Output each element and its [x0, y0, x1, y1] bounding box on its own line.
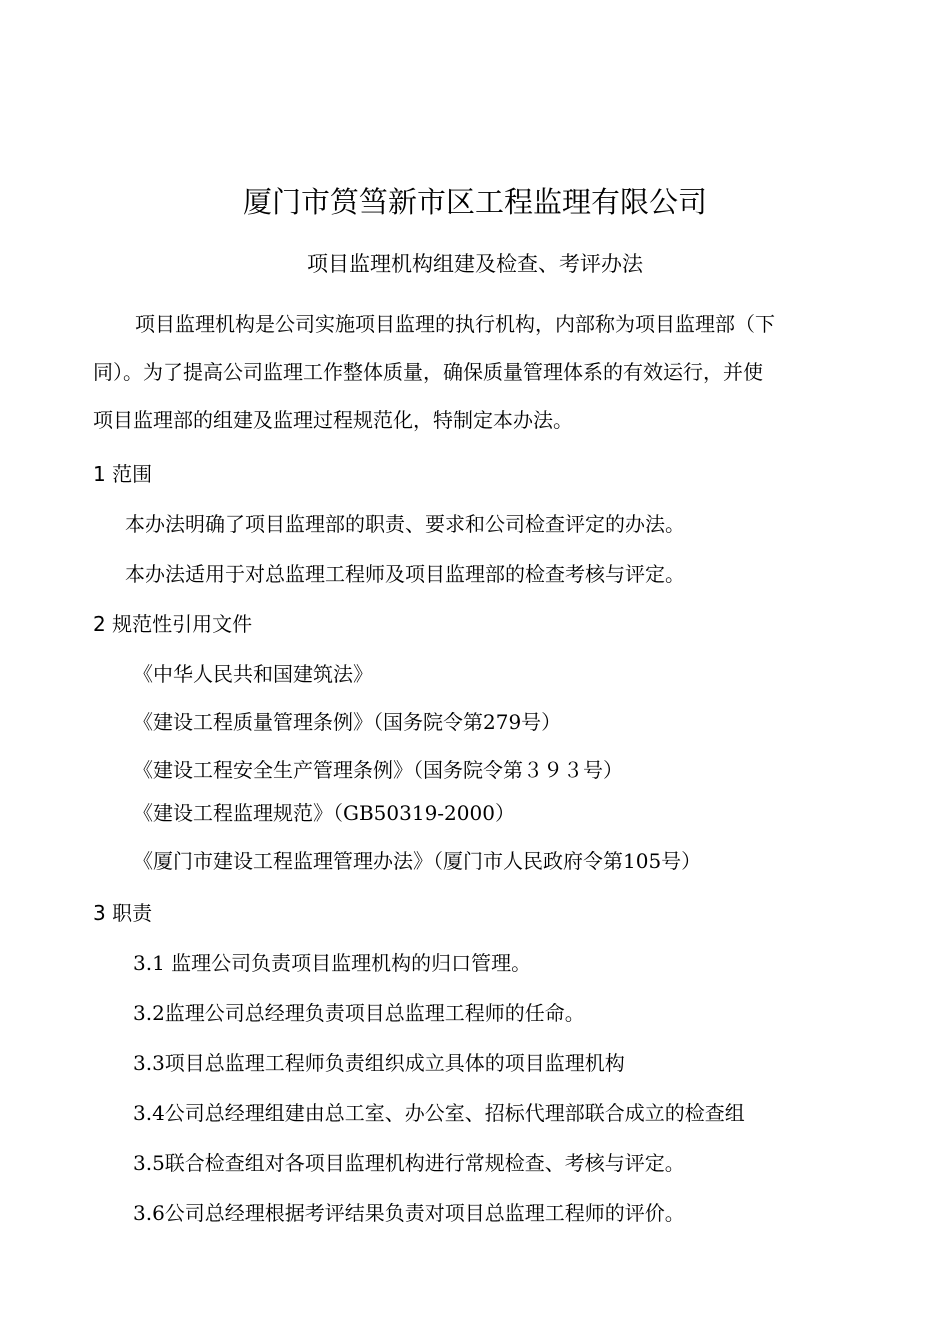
duty-item-1: 3.1 监理公司负责项目监理机构的归口管理。 [133, 951, 532, 975]
document-title: 项目监理机构组建及检查、考评办法 [307, 252, 643, 276]
section-heading-duties: 3 职责 [93, 901, 153, 925]
scope-paragraph-1: 本办法明确了项目监理部的职责、要求和公司检查评定的办法。 [125, 512, 685, 536]
intro-line-3: 项目监理部的组建及监理过程规范化，特制定本办法。 [93, 408, 573, 432]
reference-item-2: 《建设工程质量管理条例》（国务院令第279号） [133, 710, 562, 734]
duty-item-4: 3.4公司总经理组建由总工室、办公室、招标代理部联合成立的检查组 [133, 1101, 745, 1125]
intro-paragraph [93, 308, 861, 452]
scope-paragraph-2: 本办法适用于对总监理工程师及项目监理部的检查考核与评定。 [125, 562, 685, 586]
duty-item-6: 3.6公司总经理根据考评结果负责对项目总监理工程师的评价。 [133, 1201, 685, 1225]
intro-line-1: 项目监理机构是公司实施项目监理的执行机构，内部称为项目监理部（下 [135, 312, 775, 336]
company-title: 厦门市筼筜新市区工程监理有限公司 [242, 185, 707, 219]
intro-line-2: 同）。为了提高公司监理工作整体质量，确保质量管理体系的有效运行，并使 [93, 360, 763, 384]
reference-item-3: 《建设工程安全生产管理条例》（国务院令第３９３号） [133, 758, 623, 782]
duty-item-3: 3.3项目总监理工程师负责组织成立具体的项目监理机构 [133, 1051, 625, 1075]
section-heading-references: 2 规范性引用文件 [93, 612, 253, 636]
reference-item-4: 《建设工程监理规范》（GB50319-2000） [133, 801, 515, 825]
section-heading-scope: 1 范围 [93, 462, 153, 486]
duty-item-5: 3.5联合检查组对各项目监理机构进行常规检查、考核与评定。 [133, 1151, 685, 1175]
reference-item-1: 《中华人民共和国建筑法》 [133, 662, 373, 686]
reference-item-5: 《厦门市建设工程监理管理办法》（厦门市人民政府令第105号） [133, 849, 702, 873]
duty-item-2: 3.2监理公司总经理负责项目总监理工程师的任命。 [133, 1001, 585, 1025]
